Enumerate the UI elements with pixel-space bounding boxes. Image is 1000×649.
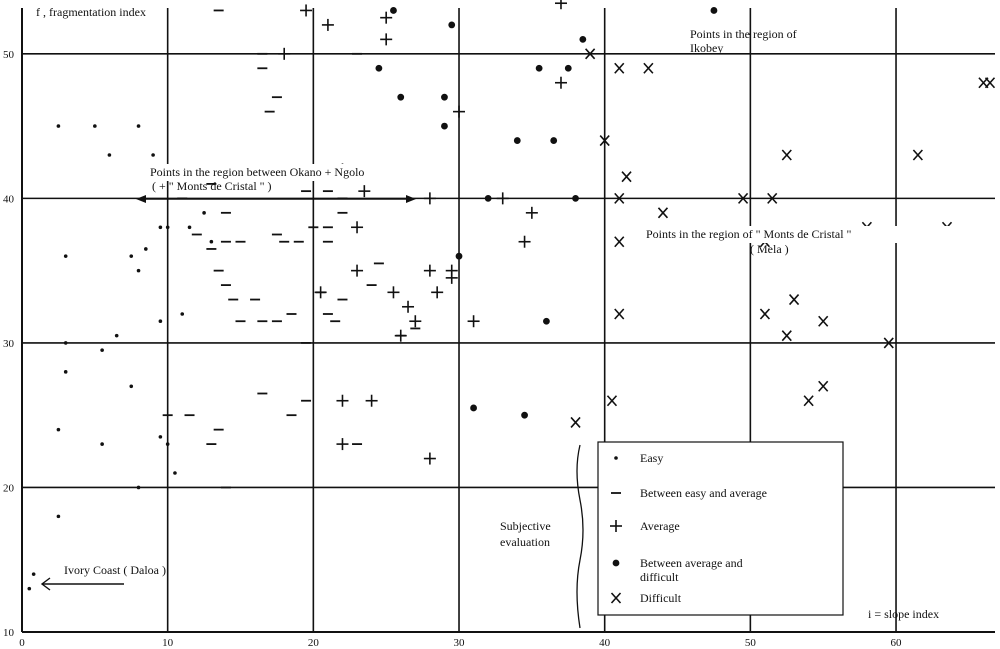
point-difficult bbox=[986, 78, 995, 88]
point-easy bbox=[159, 435, 163, 439]
point-easy bbox=[108, 153, 112, 157]
point-difficult bbox=[615, 63, 624, 73]
annotation-ikobey-text bbox=[690, 27, 797, 55]
point-average bbox=[366, 395, 378, 407]
y-tick-label: 20 bbox=[3, 482, 14, 495]
point-average bbox=[497, 192, 509, 204]
annotation-ikobey-line1: Points in the region of bbox=[690, 27, 797, 41]
point-easy bbox=[166, 442, 170, 446]
point-average-difficult bbox=[485, 195, 491, 201]
point-average bbox=[424, 265, 436, 277]
point-easy bbox=[64, 370, 68, 374]
point-easy bbox=[137, 269, 141, 273]
point-easy bbox=[129, 254, 133, 258]
point-easy bbox=[64, 341, 68, 345]
point-easy bbox=[100, 348, 104, 352]
legend-label-line1: Between average and bbox=[640, 556, 743, 570]
point-difficult bbox=[804, 396, 813, 406]
point-easy bbox=[27, 587, 31, 591]
point-difficult bbox=[760, 309, 769, 319]
point-average bbox=[519, 236, 531, 248]
point-difficult bbox=[790, 295, 799, 305]
annotation-okano-arrowhead-left bbox=[136, 195, 146, 203]
x-tick-label: 50 bbox=[744, 637, 756, 649]
point-average bbox=[300, 4, 312, 16]
x-tick-label: 30 bbox=[453, 637, 465, 649]
annotation-okano bbox=[136, 164, 446, 203]
point-average-difficult bbox=[449, 22, 455, 28]
point-difficult bbox=[658, 208, 667, 218]
point-difficult bbox=[607, 396, 616, 406]
point-easy bbox=[614, 456, 618, 460]
legend-heading-line1: Subjective bbox=[500, 519, 551, 533]
point-easy bbox=[57, 124, 61, 128]
point-average bbox=[431, 286, 443, 298]
point-difficult bbox=[622, 172, 631, 182]
x-tick-label: 0 bbox=[19, 637, 25, 649]
point-average bbox=[336, 438, 348, 450]
point-average-difficult bbox=[514, 138, 520, 144]
point-average bbox=[395, 330, 407, 342]
y-axis-label: f , fragmentation index bbox=[36, 5, 146, 19]
point-easy bbox=[129, 384, 133, 388]
point-average-difficult bbox=[456, 253, 462, 259]
point-average bbox=[351, 221, 363, 233]
point-average bbox=[526, 207, 538, 219]
legend-heading-line2: evaluation bbox=[500, 535, 550, 549]
point-easy bbox=[151, 153, 155, 157]
point-difficult bbox=[819, 316, 828, 326]
point-average bbox=[358, 185, 370, 197]
point-average bbox=[380, 33, 392, 45]
point-average bbox=[555, 77, 567, 89]
point-average bbox=[315, 286, 327, 298]
point-difficult bbox=[644, 63, 653, 73]
point-easy bbox=[180, 312, 184, 316]
data-marks bbox=[27, 0, 994, 590]
y-tick-label: 40 bbox=[3, 193, 14, 206]
point-easy bbox=[159, 319, 163, 323]
point-average bbox=[336, 395, 348, 407]
point-average bbox=[424, 453, 436, 465]
point-easy bbox=[57, 515, 61, 519]
x-tick-label: 20 bbox=[307, 637, 319, 649]
point-average-difficult bbox=[565, 65, 571, 71]
x-tick-label: 40 bbox=[599, 637, 611, 649]
point-average-difficult bbox=[398, 94, 404, 100]
point-average bbox=[446, 265, 458, 277]
point-easy bbox=[210, 240, 214, 244]
point-easy bbox=[100, 442, 104, 446]
annotation-ikobey bbox=[690, 27, 797, 55]
y-tick-label: 30 bbox=[3, 337, 14, 350]
point-easy bbox=[137, 486, 141, 490]
point-easy bbox=[64, 254, 68, 258]
point-easy bbox=[202, 211, 206, 215]
point-average bbox=[380, 12, 392, 24]
point-average bbox=[402, 301, 414, 313]
annotation-ivory bbox=[42, 563, 166, 590]
point-average-difficult bbox=[551, 138, 557, 144]
point-easy bbox=[144, 247, 148, 251]
point-average-difficult bbox=[471, 405, 477, 411]
point-average-difficult bbox=[441, 94, 447, 100]
legend-brace bbox=[577, 445, 583, 628]
point-average bbox=[453, 106, 465, 118]
point-average-difficult bbox=[580, 36, 586, 42]
annotation-mela-subtext: ( Mela ) bbox=[750, 242, 789, 256]
point-easy bbox=[188, 225, 192, 229]
point-difficult bbox=[615, 309, 624, 319]
y-tick-label: 10 bbox=[3, 627, 14, 639]
point-difficult bbox=[571, 417, 580, 427]
point-easy bbox=[173, 471, 177, 475]
point-easy bbox=[32, 572, 36, 576]
point-average bbox=[468, 315, 480, 327]
point-average bbox=[351, 265, 363, 277]
y-tick-label: 50 bbox=[3, 48, 14, 61]
point-average bbox=[555, 0, 567, 9]
legend-label: Difficult bbox=[640, 591, 682, 605]
legend-label-line2: difficult bbox=[640, 570, 679, 584]
legend-label: Between easy and average bbox=[640, 486, 767, 500]
point-easy bbox=[159, 225, 163, 229]
point-average bbox=[278, 48, 290, 60]
annotation-mela bbox=[642, 226, 962, 256]
point-average-difficult bbox=[613, 560, 619, 566]
point-difficult bbox=[782, 331, 791, 341]
legend-label: Average bbox=[640, 519, 680, 533]
point-difficult bbox=[913, 150, 922, 160]
point-average-difficult bbox=[543, 318, 549, 324]
point-average-difficult bbox=[390, 7, 396, 13]
point-average bbox=[409, 315, 421, 327]
point-easy bbox=[115, 334, 119, 338]
point-average-difficult bbox=[441, 123, 447, 129]
point-difficult bbox=[782, 150, 791, 160]
x-tick-label: 60 bbox=[890, 637, 902, 649]
point-easy bbox=[166, 225, 170, 229]
point-average-difficult bbox=[536, 65, 542, 71]
x-tick-label: 10 bbox=[162, 637, 174, 649]
x-axis-label: i = slope index bbox=[868, 607, 940, 621]
annotation-ivory-text: Ivory Coast ( Daloa ) bbox=[64, 563, 166, 577]
point-difficult bbox=[819, 381, 828, 391]
point-easy bbox=[137, 124, 141, 128]
legend bbox=[500, 442, 843, 628]
point-average-difficult bbox=[711, 7, 717, 13]
legend-box bbox=[598, 442, 843, 615]
annotation-okano-text: Points in the region between Okano + Ngolo bbox=[150, 165, 365, 179]
legend-label: Easy bbox=[640, 451, 664, 465]
annotation-okano-arrowhead-right bbox=[406, 195, 416, 203]
point-average bbox=[322, 19, 334, 31]
annotation-mela-text: Points in the region of " Monts de Cristal " bbox=[646, 227, 852, 241]
annotation-ikobey-line2: Ikobey bbox=[690, 41, 724, 55]
point-average-difficult bbox=[522, 412, 528, 418]
point-average bbox=[424, 192, 436, 204]
point-easy bbox=[93, 124, 97, 128]
point-difficult bbox=[615, 237, 624, 247]
point-easy bbox=[57, 428, 61, 432]
point-average-difficult bbox=[573, 195, 579, 201]
point-average bbox=[387, 286, 399, 298]
annotation-okano-subtext: ( + " Monts de Cristal " ) bbox=[152, 179, 272, 193]
point-average-difficult bbox=[376, 65, 382, 71]
